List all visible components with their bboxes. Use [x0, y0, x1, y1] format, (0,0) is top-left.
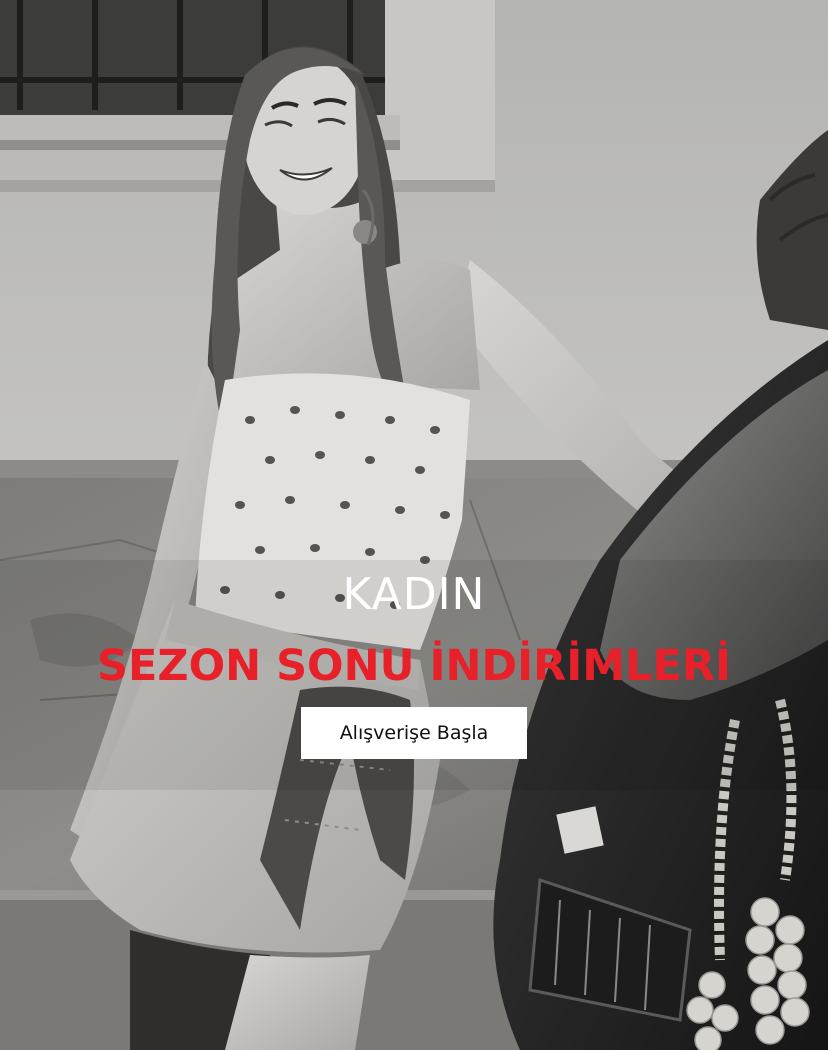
category-title: KADIN [342, 569, 486, 620]
start-shopping-button[interactable]: Alışverişe Başla [301, 707, 527, 759]
sale-headline: SEZON SONU İNDİRİMLERİ [97, 641, 731, 691]
hero-text-overlay [0, 565, 828, 759]
